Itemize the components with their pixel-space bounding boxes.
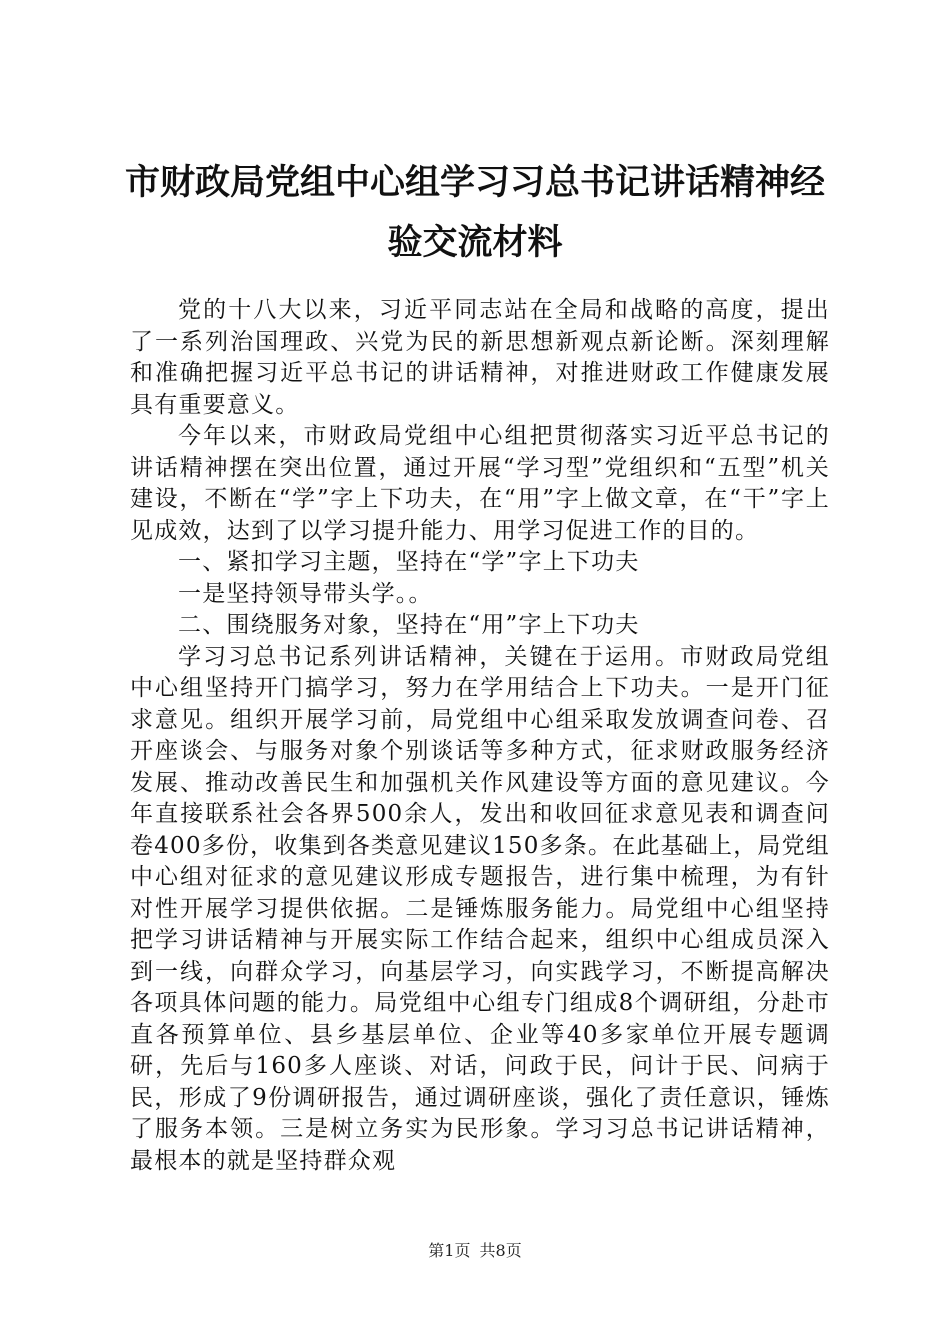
paragraph: 今年以来，市财政局党组中心组把贯彻落实习近平总书记的讲话精神摆在突出位置，通过开展“学习型”党组织和“五型”机关建设，不断在“学”字上下功夫，在“用”字上做文章，在“干”字上见成效，达到了以学习提升能力、用学习促进工作的目的。 (130, 423, 830, 544)
page-footer (0, 1241, 950, 1261)
page-total: 共8页 (479, 1241, 522, 1260)
section-heading: 二、围绕服务对象，坚持在“用”字上下功夫 (178, 612, 640, 638)
paragraph: 一是坚持领导带头学。。 (178, 580, 433, 607)
document-body (130, 295, 830, 1177)
paragraph: 党的十八大以来，习近平同志站在全局和战略的高度，提出了一系列治国理政、兴党为民的新思想新观点新论断。深刻理解和准确把握习近平总书记的讲话精神，对推进财政工作健康发展具有重要意义。 (130, 297, 830, 418)
paragraph: 学习习总书记系列讲话精神，关键在于运用。市财政局党组中心组坚持开门搞学习，努力在学用结合上下功夫。一是开门征求意见。组织开展学习前，局党组中心组采取发放调查问卷、召开座谈会、与服务对象个别谈话等多种方式，征求财政服务经济发展、推动改善民生和加强机关作风建设等方面的意见建议。今年直接联系社会各界500余人，发出和收回征求意见表和调查问卷400多份，收集到各类意见建议150多条。在此基础上，局党组中心组对征求的意见建议形成专题报告，进行集中梳理，为有针对性开展学习提供依据。二是锤炼服务能力。局党组中心组坚持把学习讲话精神与开展实际工作结合起来，组织中心组成员深入到一线，向群众学习，向基层学习，向实践学习，不断提高解决各项具体问题的能力。局党组中心组专门组成8个调研组，分赴市直各预算单位、县乡基层单位、企业等40多家单位开展专题调研，先后与160多人座谈、对话，问政于民，问计于民、问病于民，形成了9份调研报告，通过调研座谈，强化了责任意识，锤炼了服务本领。三是树立务实为民形象。学习习总书记讲话精神，最根本的就是坚持群众观 (130, 643, 830, 1174)
page-number: 第1页 (428, 1241, 471, 1260)
document-title-line-1: 市财政局党组中心组学习习总书记讲话精神经 (124, 162, 825, 203)
document-title-line-2: 验交流材料 (387, 222, 563, 263)
section-heading: 一、紧扣学习主题，坚持在“学”字上下功夫 (178, 549, 640, 575)
